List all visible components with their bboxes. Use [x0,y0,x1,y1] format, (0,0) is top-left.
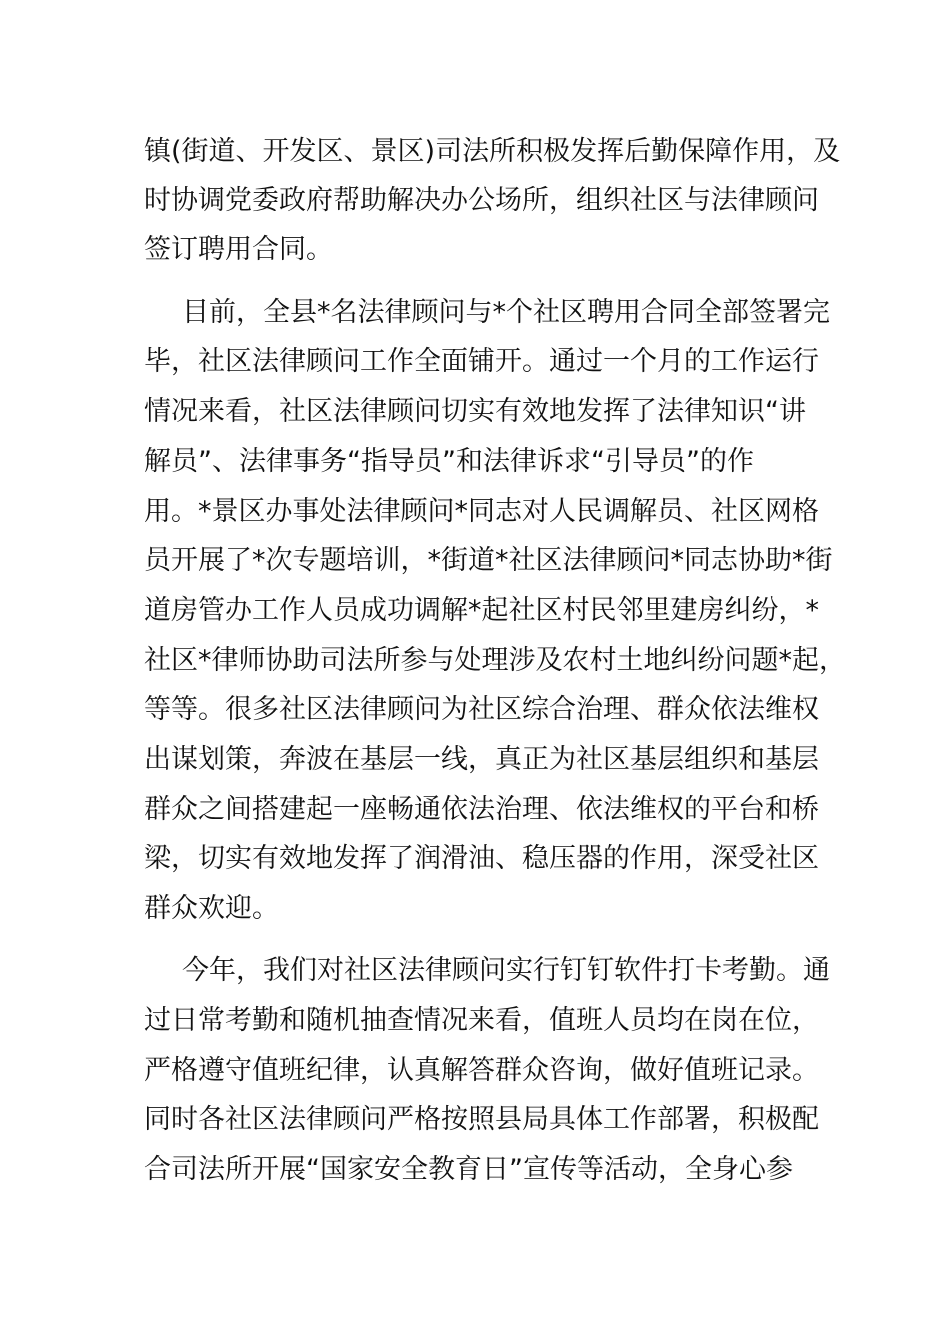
paragraph-3-line-1: 今年，我们对社区法律顾问实行钉钉软件打卡考勤。通 [182,955,830,986]
paragraph-2-line-13: 群众欢迎。 [144,893,279,924]
paragraph-1-line-3: 签订聘用合同。 [144,234,333,265]
paragraph-2-line-2: 毕，社区法律顾问工作全面铺开。通过一个月的工作运行 [144,346,819,377]
paragraph-3-line-2: 过日常考勤和随机抽查情况来看，值班人员均在岗在位， [144,1005,819,1036]
paragraph-3-line-3: 严格遵守值班纪律，认真解答群众咨询，做好值班记录。 [144,1055,819,1086]
paragraph-2-line-10: 出谋划策，奔波在基层一线，真正为社区基层组织和基层 [144,744,819,775]
paragraph-3-line-4: 同时各社区法律顾问严格按照县局具体工作部署，积极配 [144,1104,819,1135]
paragraph-2-line-3: 情况来看，社区法律顾问切实有效地发挥了法律知识“讲 [144,396,806,427]
paragraph-2-line-7: 道房管办工作人员成功调解*起社区村民邻里建房纠纷，* [144,595,819,626]
paragraph-2-line-6: 员开展了*次专题培训，*街道*社区法律顾问*同志协助*街 [144,545,833,576]
paragraph-2-line-11: 群众之间搭建起一座畅通依法治理、依法维权的平台和桥 [144,794,819,825]
paragraph-2-line-8: 社区*律师协助司法所参与处理涉及农村土地纠纷问题*起， [144,645,846,676]
paragraph-2-line-4: 解员”、法律事务“指导员”和法律诉求“引导员”的作 [144,446,754,477]
paragraph-2-line-5: 用。*景区办事处法律顾问*同志对人民调解员、社区网格 [144,496,819,527]
paragraph-3-line-5: 合司法所开展“国家安全教育日”宣传等活动，全身心参 [144,1154,793,1185]
paragraph-2-line-9: 等等。很多社区法律顾问为社区综合治理、群众依法维权 [144,694,819,725]
paragraph-2-line-12: 梁，切实有效地发挥了润滑油、稳压器的作用，深受社区 [144,843,819,874]
paragraph-1-line-2: 时协调党委政府帮助解决办公场所，组织社区与法律顾问 [144,185,819,216]
paragraph-1-line-1: 镇(街道、开发区、景区)司法所积极发挥后勤保障作用，及 [144,136,841,167]
paragraph-2-line-1: 目前，全县*名法律顾问与*个社区聘用合同全部签署完 [182,297,830,328]
